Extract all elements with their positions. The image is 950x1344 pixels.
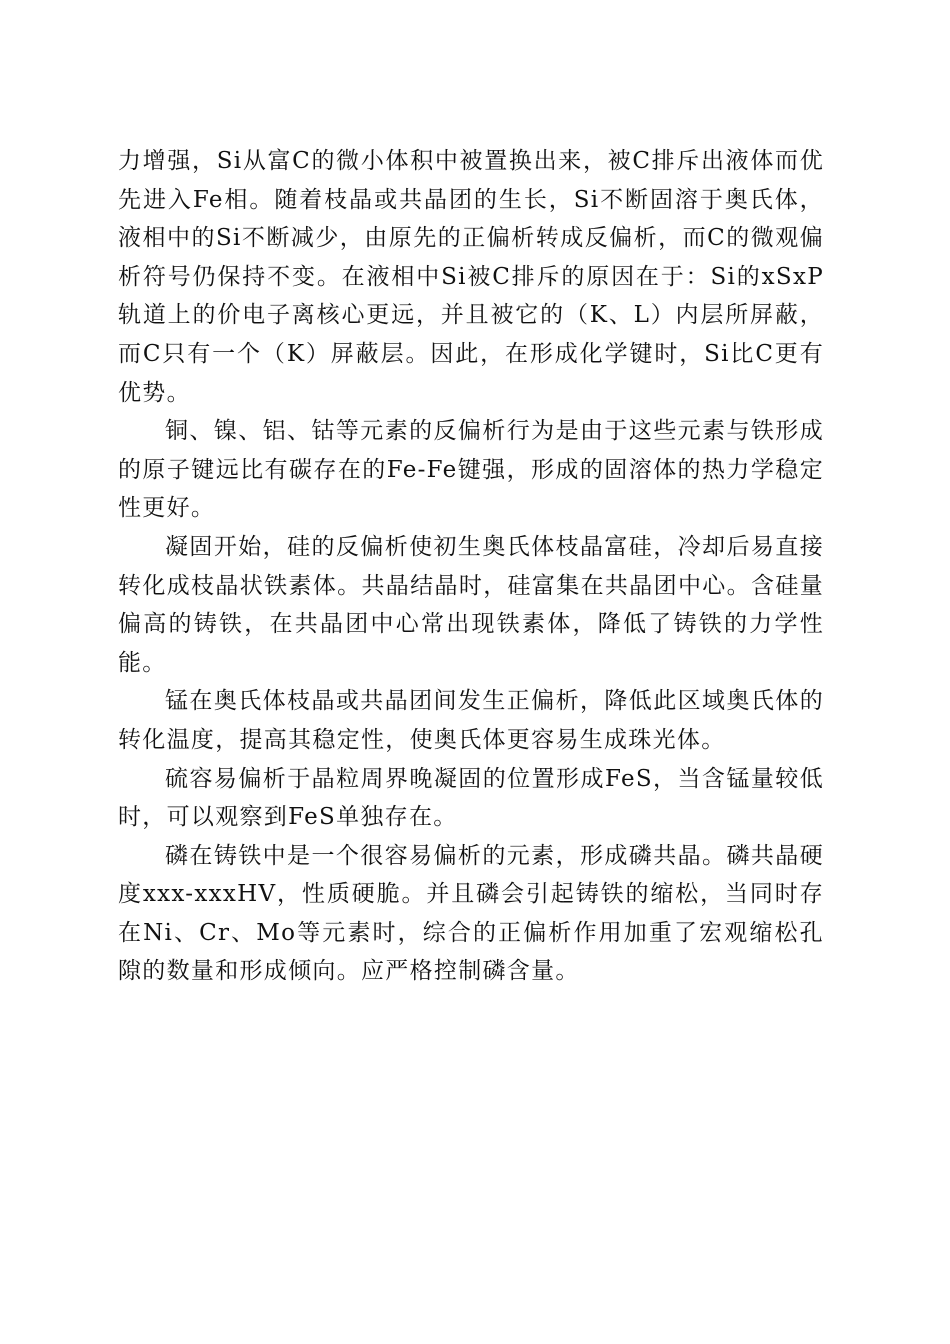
paragraph-silicon-segregation-continued: 力增强，Si从富C的微小体积中被置换出来，被C排斥出液体而优先进入Fe相。随着枝晶或共晶团的生长，Si不断固溶于奥氏体，液相中的Si不断减少，由原先的正偏析转成反偏析，而C的微观偏析符号仍保持不变。在液相中Si被C排斥的原因在于：Si的xSxP轨道上的价电子离核心更远，并且被它的（K、L）内层所屏蔽，而C只有一个（K）屏蔽层。因此，在形成化学键时，Si比C更有优势。	[118, 148, 824, 406]
paragraph-manganese: 锰在奥氏体枝晶或共晶团间发生正偏析，降低此区域奥氏体的转化温度，提高其稳定性，使奥氏体更容易生成珠光体。	[118, 688, 824, 753]
paragraph-solidification-silicon: 凝固开始，硅的反偏析使初生奥氏体枝晶富硅，冷却后易直接转化成枝晶状铁素体。共晶结晶时，硅富集在共晶团中心。含硅量偏高的铸铁，在共晶团中心常出现铁素体，降低了铸铁的力学性能。	[118, 533, 824, 676]
paragraph-phosphorus: 磷在铸铁中是一个很容易偏析的元素，形成磷共晶。磷共晶硬度xxx-xxxHV，性质硬脆。并且磷会引起铸铁的缩松，当同时存在Ni、Cr、Mo等元素时，综合的正偏析作用加重了宏观缩松孔隙的数量和形成倾向。应严格控制磷含量。	[118, 842, 824, 985]
paragraph-copper-nickel-aluminum-cobalt: 铜、镍、铝、钴等元素的反偏析行为是由于这些元素与铁形成的原子键远比有碳存在的Fe-Fe键强，形成的固溶体的热力学稳定性更好。	[118, 418, 824, 522]
paragraph-sulfur: 硫容易偏析于晶粒周界晚凝固的位置形成FeS，当含锰量较低时，可以观察到FeS单独存在。	[118, 765, 824, 831]
document-page	[118, 142, 824, 991]
